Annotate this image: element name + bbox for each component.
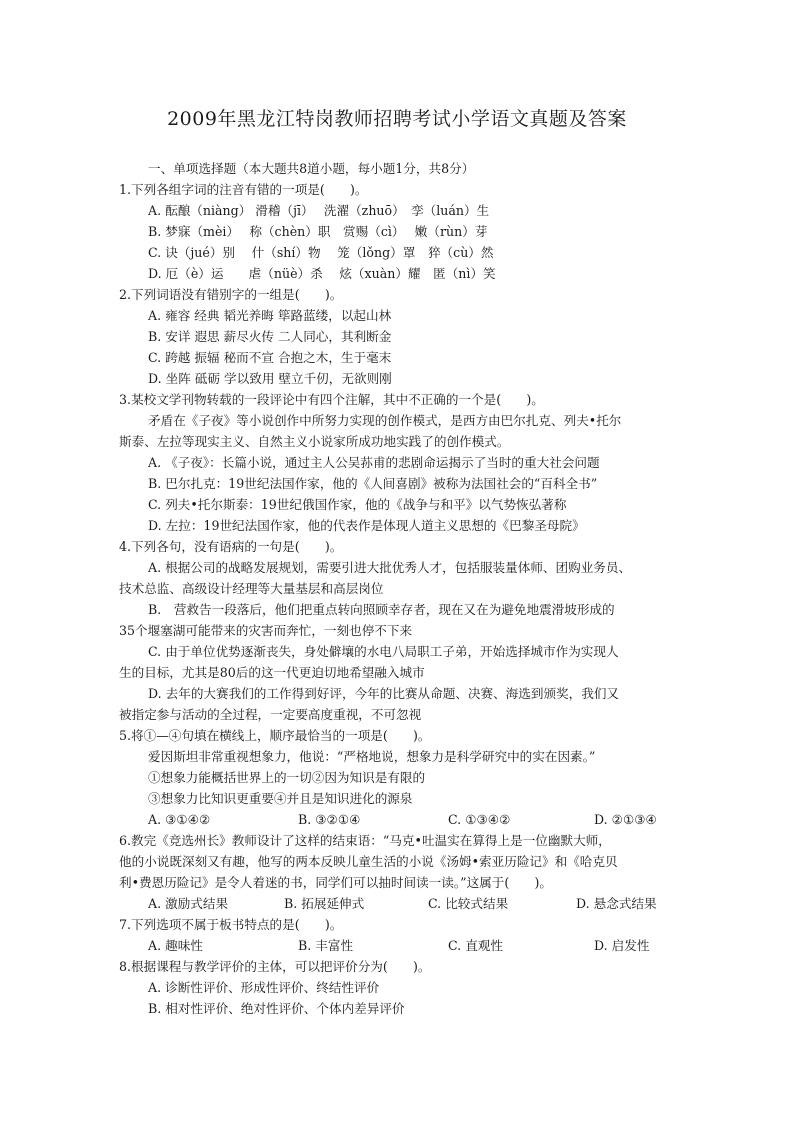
question-4-option-c-line-1: C. 由于单位优势逐渐丧失，身处僻壤的水电八局职工子弟，开始选择城市作为实现人: [148, 644, 619, 659]
question-1-option-a: A. 酝酿（niàng） 滑稽（jī） 洗濯（zhuō） 孪（luán）生: [148, 203, 490, 218]
question-5-option-c: C. ①③④②: [448, 812, 511, 827]
question-2-option-a: A. 雍容 经典 韬光养晦 筚路蓝缕，以起山林: [148, 308, 392, 323]
section-heading: 一、单项选择题（本大题共8道小题，每小题1分，共8分）: [148, 161, 475, 176]
question-2-option-b: B. 安详 遐思 薪尽火传 二人同心，其利断金: [148, 329, 392, 344]
question-6-option-d: D. 悬念式结果: [576, 896, 657, 911]
question-5-option-d: D. ②①③④: [594, 812, 657, 827]
question-6-option-a: A. 激励式结果: [148, 896, 229, 911]
question-5-option-a: A. ③①④②: [148, 812, 211, 827]
question-3-option-b: B. 巴尔扎克：19世纪法国作家，他的《人间喜剧》被称为法国社会的“百科全书”: [148, 476, 598, 491]
question-5-sentences-1: ①想象力能概括世界上的一切②因为知识是有限的: [148, 770, 426, 785]
question-6-stem-line-1: 6.教完《竞选州长》教师设计了这样的结束语：“马克•吐温实在算得上是一位幽默大师，: [119, 833, 611, 848]
question-2-stem: 2.下列词语没有错别字的一组是( )。: [119, 287, 343, 302]
question-4-option-a-line-1: A. 根据公司的战略发展规划，需要引进大批优秀人才，包括服装量体师、团购业务员、: [148, 560, 632, 575]
question-2-option-d: D. 坐阵 砥砺 学以致用 壁立千仞，无欲则刚: [148, 371, 392, 386]
question-7-option-b: B. 丰富性: [298, 938, 354, 953]
question-8-stem: 8.根据课程与教学评价的主体，可以把评价分为( )。: [119, 959, 431, 974]
question-7-option-a: A. 趣味性: [148, 938, 203, 953]
question-5-quote: 爱因斯坦非常重视想象力，他说：“严格地说，想象力是科学研究中的实在因素。”: [148, 749, 596, 764]
question-1-option-b: B. 梦寐（mèi） 称（chèn）职 赏赐（cì） 嫩（rùn）芽: [148, 224, 488, 239]
question-4-option-b-line-1: B. 营救告一段落后，他们把重点转向照顾幸存者，现在又在为避免地震滑坡形成的: [148, 602, 615, 617]
question-8-option-a: A. 诊断性评价、形成性评价、终结性评价: [148, 980, 380, 995]
question-3-option-c: C. 列夫•托尔斯泰：19世纪俄国作家，他的《战争与和平》以气势恢弘著称: [148, 497, 567, 512]
question-8-option-b: B. 相对性评价、绝对性评价、个体内差异评价: [148, 1001, 405, 1016]
question-1-option-d: D. 厄（è）运 虐（nüè）杀 炫（xuàn）耀 匿（nì）笑: [148, 266, 496, 281]
question-4-option-c-line-2: 生的目标，尤其是80后的这一代更迫切地希望融入城市: [119, 665, 425, 680]
question-6-stem-line-3: 利•费恩历险记》是令人着迷的书，同学们可以抽时间读一读。”这属于( )。: [119, 875, 552, 890]
question-4-option-b-line-2: 35个堰塞湖可能带来的灾害而奔忙，一刻也停不下来: [119, 623, 413, 638]
question-5-sentences-2: ③想象力比知识更重要④并且是知识进化的源泉: [148, 791, 413, 806]
question-7-option-d: D. 启发性: [594, 938, 650, 953]
page-title: 2009年黑龙江特岗教师招聘考试小学语文真题及答案: [167, 108, 627, 130]
question-7-option-c: C. 直观性: [448, 938, 503, 953]
question-1-stem: 1.下列各组字词的注音有错的一项是( )。: [119, 182, 368, 197]
question-6-stem-line-2: 他的小说既深刻又有趣，他写的两本反映儿童生活的小说《汤姆•索亚历险记》和《哈克贝: [119, 854, 618, 869]
question-4-option-a-line-2: 技术总监、高级设计经理等大量基层和高层岗位: [119, 581, 384, 596]
question-4-option-d-line-1: D. 去年的大赛我们的工作得到好评，今年的比赛从命题、决赛、海选到颁奖，我们又: [148, 686, 620, 701]
question-3-passage-line-2: 斯泰、左拉等现实主义、自然主义小说家所成功地实践了的创作模式。: [119, 434, 510, 449]
question-3-option-d: D. 左拉：19世纪法国作家，他的代表作是体现人道主义思想的《巴黎圣母院》: [148, 518, 585, 533]
question-6-option-c: C. 比较式结果: [428, 896, 509, 911]
question-6-option-b: B. 拓展延伸式: [284, 896, 365, 911]
question-4-option-d-line-2: 被指定参与活动的全过程，一定要高度重视，不可忽视: [119, 707, 422, 722]
question-3-passage-line-1: 矛盾在《子夜》等小说创作中所努力实现的创作模式，是西方由巴尔扎克、列夫•托尔: [148, 413, 622, 428]
question-7-stem: 7.下列选项不属于板书特点的是( )。: [119, 917, 343, 932]
question-2-option-c: C. 跨越 振辐 秘而不宣 合抱之木，生于毫末: [148, 350, 392, 365]
question-5-option-b: B. ③②①④: [298, 812, 361, 827]
question-4-stem: 4.下列各句，没有语病的一句是( )。: [119, 539, 343, 554]
question-5-stem: 5.将①—④句填在横线上，顺序最恰当的一项是( )。: [119, 728, 431, 743]
question-1-option-c: C. 诀（jué）别 什（shí）物 笼（lǒng）罩 猝（cù）然: [148, 245, 494, 260]
question-3-stem: 3.某校文学刊物转载的一段评论中有四个注解，其中不正确的一个是( )。: [119, 392, 544, 407]
question-3-option-a: A. 《子夜》：长篇小说，通过主人公吴荪甫的悲剧命运揭示了当时的重大社会问题: [148, 455, 600, 470]
